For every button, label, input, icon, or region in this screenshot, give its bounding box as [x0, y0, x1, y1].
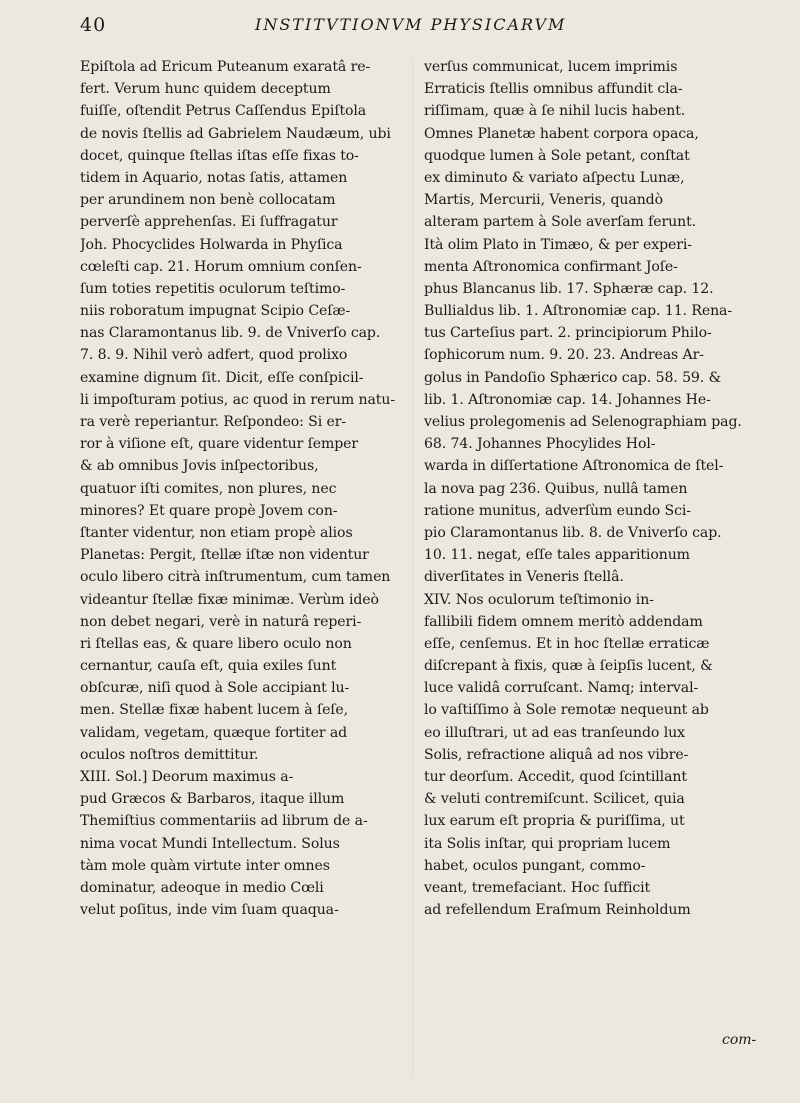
text-line: 7. 8. 9. Nihil verò adfert, quod prolixo: [80, 347, 348, 364]
text-line: lux earum eſt propria & puriſſima, ut: [424, 813, 685, 830]
text-line: ri ſtellas eas, & quare libero oculo non: [80, 635, 352, 652]
text-line: XIV. Nos oculorum teſtimonio in-: [424, 591, 654, 608]
text-line: Solis, refractione aliquâ ad nos vibre-: [424, 746, 689, 763]
text-line: oculo libero citrà inſtrumentum, cum tamen: [80, 569, 391, 586]
text-line: fert. Verum hunc quidem deceptum: [80, 81, 331, 98]
text-line: cernantur, cauſa eſt, quia exiles ſunt: [80, 658, 337, 675]
text-line: Themiſtius commentariis ad librum de a-: [80, 813, 368, 830]
page-header: [80, 14, 760, 42]
text-line: nas Claramontanus lib. 9. de Vniverſo cap.: [80, 325, 381, 342]
text-line: ratione munitus, adverſùm eundo Sci-: [424, 502, 691, 519]
text-line: veant, tremefaciant. Hoc ſufficit: [424, 879, 651, 896]
text-line: diverſitates in Veneris ſtellâ.: [424, 569, 624, 586]
text-line: velut poſitus, inde vim ſuam quaqua-: [80, 902, 339, 919]
text-line: Bullialdus lib. 1. Aſtronomiæ cap. 11. Rena-: [424, 303, 733, 320]
text-line: tàm mole quàm virtute inter omnes: [80, 857, 330, 874]
text-line: examine dignum ſit. Dicit, eſſe conſpicil-: [80, 369, 364, 386]
text-line: li impoſturam potius, ac quod in rerum natu-: [80, 391, 396, 408]
text-line: quatuor iſti comites, non plures, nec: [80, 480, 337, 497]
text-line: videantur ſtellæ fixæ minimæ. Verùm ideò: [80, 591, 379, 608]
text-line: diſcrepant à fixis, quæ à ſeipſis lucent, &: [424, 658, 713, 675]
text-line: luce validâ corruſcant. Namq; interval-: [424, 680, 699, 697]
text-line: & ab omnibus Jovis inſpectoribus,: [80, 458, 319, 475]
text-line: oculos noſtros demittitur.: [80, 746, 259, 763]
text-line: Omnes Planetæ habent corpora opaca,: [424, 125, 699, 142]
text-line: habet, oculos pungant, commo-: [424, 857, 646, 874]
text-line: nima vocat Mundi Intellectum. Solus: [80, 835, 340, 852]
text-line: tidem in Aquario, notas ſatis, attamen: [80, 169, 348, 186]
text-line: Joh. Phocyclides Holwarda in Phyſica: [80, 236, 343, 253]
text-line: phus Blancanus lib. 17. Sphæræ cap. 12.: [424, 280, 714, 297]
text-line: ſum toties repetitis oculorum teſtimo-: [80, 280, 346, 297]
text-line: Martis, Mercurii, Veneris, quandò: [424, 192, 663, 209]
text-line: Erraticis ſtellis omnibus affundit cla-: [424, 81, 683, 98]
text-line: Planetas: Pergit, ſtellæ iſtæ non videntur: [80, 547, 369, 564]
text-line: la nova pag 236. Quibus, nullâ tamen: [424, 480, 688, 497]
text-line: minores? Et quare propè Jovem con-: [80, 502, 338, 519]
text-line: Epiſtola ad Ericum Puteanum exaratâ re-: [80, 59, 371, 75]
text-line: pio Claramontanus lib. 8. de Vniverſo cap.: [424, 524, 722, 541]
text-line: cœleſti cap. 21. Horum omnium conſen-: [80, 258, 362, 275]
text-line: alteram partem à Sole averſam ferunt.: [424, 214, 697, 231]
text-line: ita Solis inſtar, qui propriam lucem: [424, 835, 671, 852]
text-line: lo vaſtiſſimo à Sole remotæ nequeunt ab: [424, 702, 709, 719]
text-line: fallibili fidem omnem meritò addendam: [424, 613, 703, 630]
column-divider: [412, 58, 413, 1078]
text-line: docet, quinque ſtellas iſtas eſſe fixas to-: [80, 147, 359, 164]
text-line: quodque lumen à Sole petant, conſtat: [424, 147, 690, 164]
text-line: ex diminuto & variato aſpectu Lunæ,: [424, 169, 685, 186]
text-line: 68. 74. Johannes Phocylides Hol-: [424, 436, 656, 453]
text-line: ſophicorum num. 9. 20. 23. Andreas Ar-: [424, 347, 704, 364]
text-line: tur deorſum. Accedit, quod ſcintillant: [424, 769, 687, 785]
page-number: 40: [80, 14, 107, 36]
text-line: eſſe, cenſemus. Et in hoc ſtellæ erraticæ: [424, 635, 710, 652]
text-line: ad refellendum Eraſmum Reinholdum: [424, 902, 691, 919]
text-line: riſſimam, quæ à ſe nihil lucis habent.: [424, 103, 686, 120]
text-line: menta Aſtronomica confirmant Joſe-: [424, 258, 678, 275]
left-text-column: [80, 56, 416, 921]
text-line: ſtanter videntur, non etiam propè alios: [80, 524, 353, 541]
text-line: validam, vegetam, quæque fortiter ad: [80, 724, 348, 741]
text-line: golus in Pandoſio Sphærico cap. 58. 59. &: [424, 369, 722, 386]
text-line: non debet negari, verè in naturâ reperi-: [80, 613, 362, 630]
text-line: verſus communicat, lucem imprimis: [424, 59, 678, 75]
catchword: com-: [722, 1032, 757, 1048]
text-line: Ità olim Plato in Timæo, & per experi-: [424, 236, 692, 253]
text-line: dominatur, adeoque in medio Cœli: [80, 879, 324, 896]
text-line: per arundinem non benè collocatam: [80, 192, 336, 209]
text-line: men. Stellæ fixæ habent lucem à ſeſe,: [80, 702, 349, 719]
text-line: tus Carteſius part. 2. principiorum Philo-: [424, 325, 712, 342]
text-line: velius prolegomenis ad Selenographiam pag.: [424, 414, 742, 430]
text-line: perverſè apprehenſas. Ei ſuffragatur: [80, 214, 338, 231]
right-text-column: [424, 56, 760, 921]
text-line: niis roboratum impugnat Scipio Ceſæ-: [80, 303, 351, 320]
text-line: pud Græcos & Barbaros, itaque illum: [80, 791, 345, 808]
text-line: fuiſſe, oſtendit Petrus Caſſendus Epiſtola: [80, 103, 367, 120]
text-line: lib. 1. Aſtronomiæ cap. 14. Johannes He-: [424, 391, 711, 408]
text-line: de novis ſtellis ad Gabrielem Naudæum, ubi: [80, 125, 391, 142]
text-line: ra verè reperiantur. Reſpondeo: Si er-: [80, 414, 347, 430]
text-line: 10. 11. negat, eſſe tales apparitionum: [424, 547, 690, 564]
text-line: & veluti contremiſcunt. Scilicet, quia: [424, 791, 685, 808]
text-line: obſcuræ, niſi quod à Sole accipiant lu-: [80, 680, 350, 697]
text-line: XIII. Sol.] Deorum maximus a-: [80, 769, 294, 785]
text-line: ror à viſione eſt, quare videntur ſemper: [80, 436, 359, 453]
text-line: eo illuſtrari, ut ad eas tranſeundo lux: [424, 724, 685, 741]
running-title: INSTITVTIONVM PHYSICARVM: [255, 15, 567, 34]
text-line: warda in diſſertatione Aſtronomica de ſtel-: [424, 458, 724, 475]
